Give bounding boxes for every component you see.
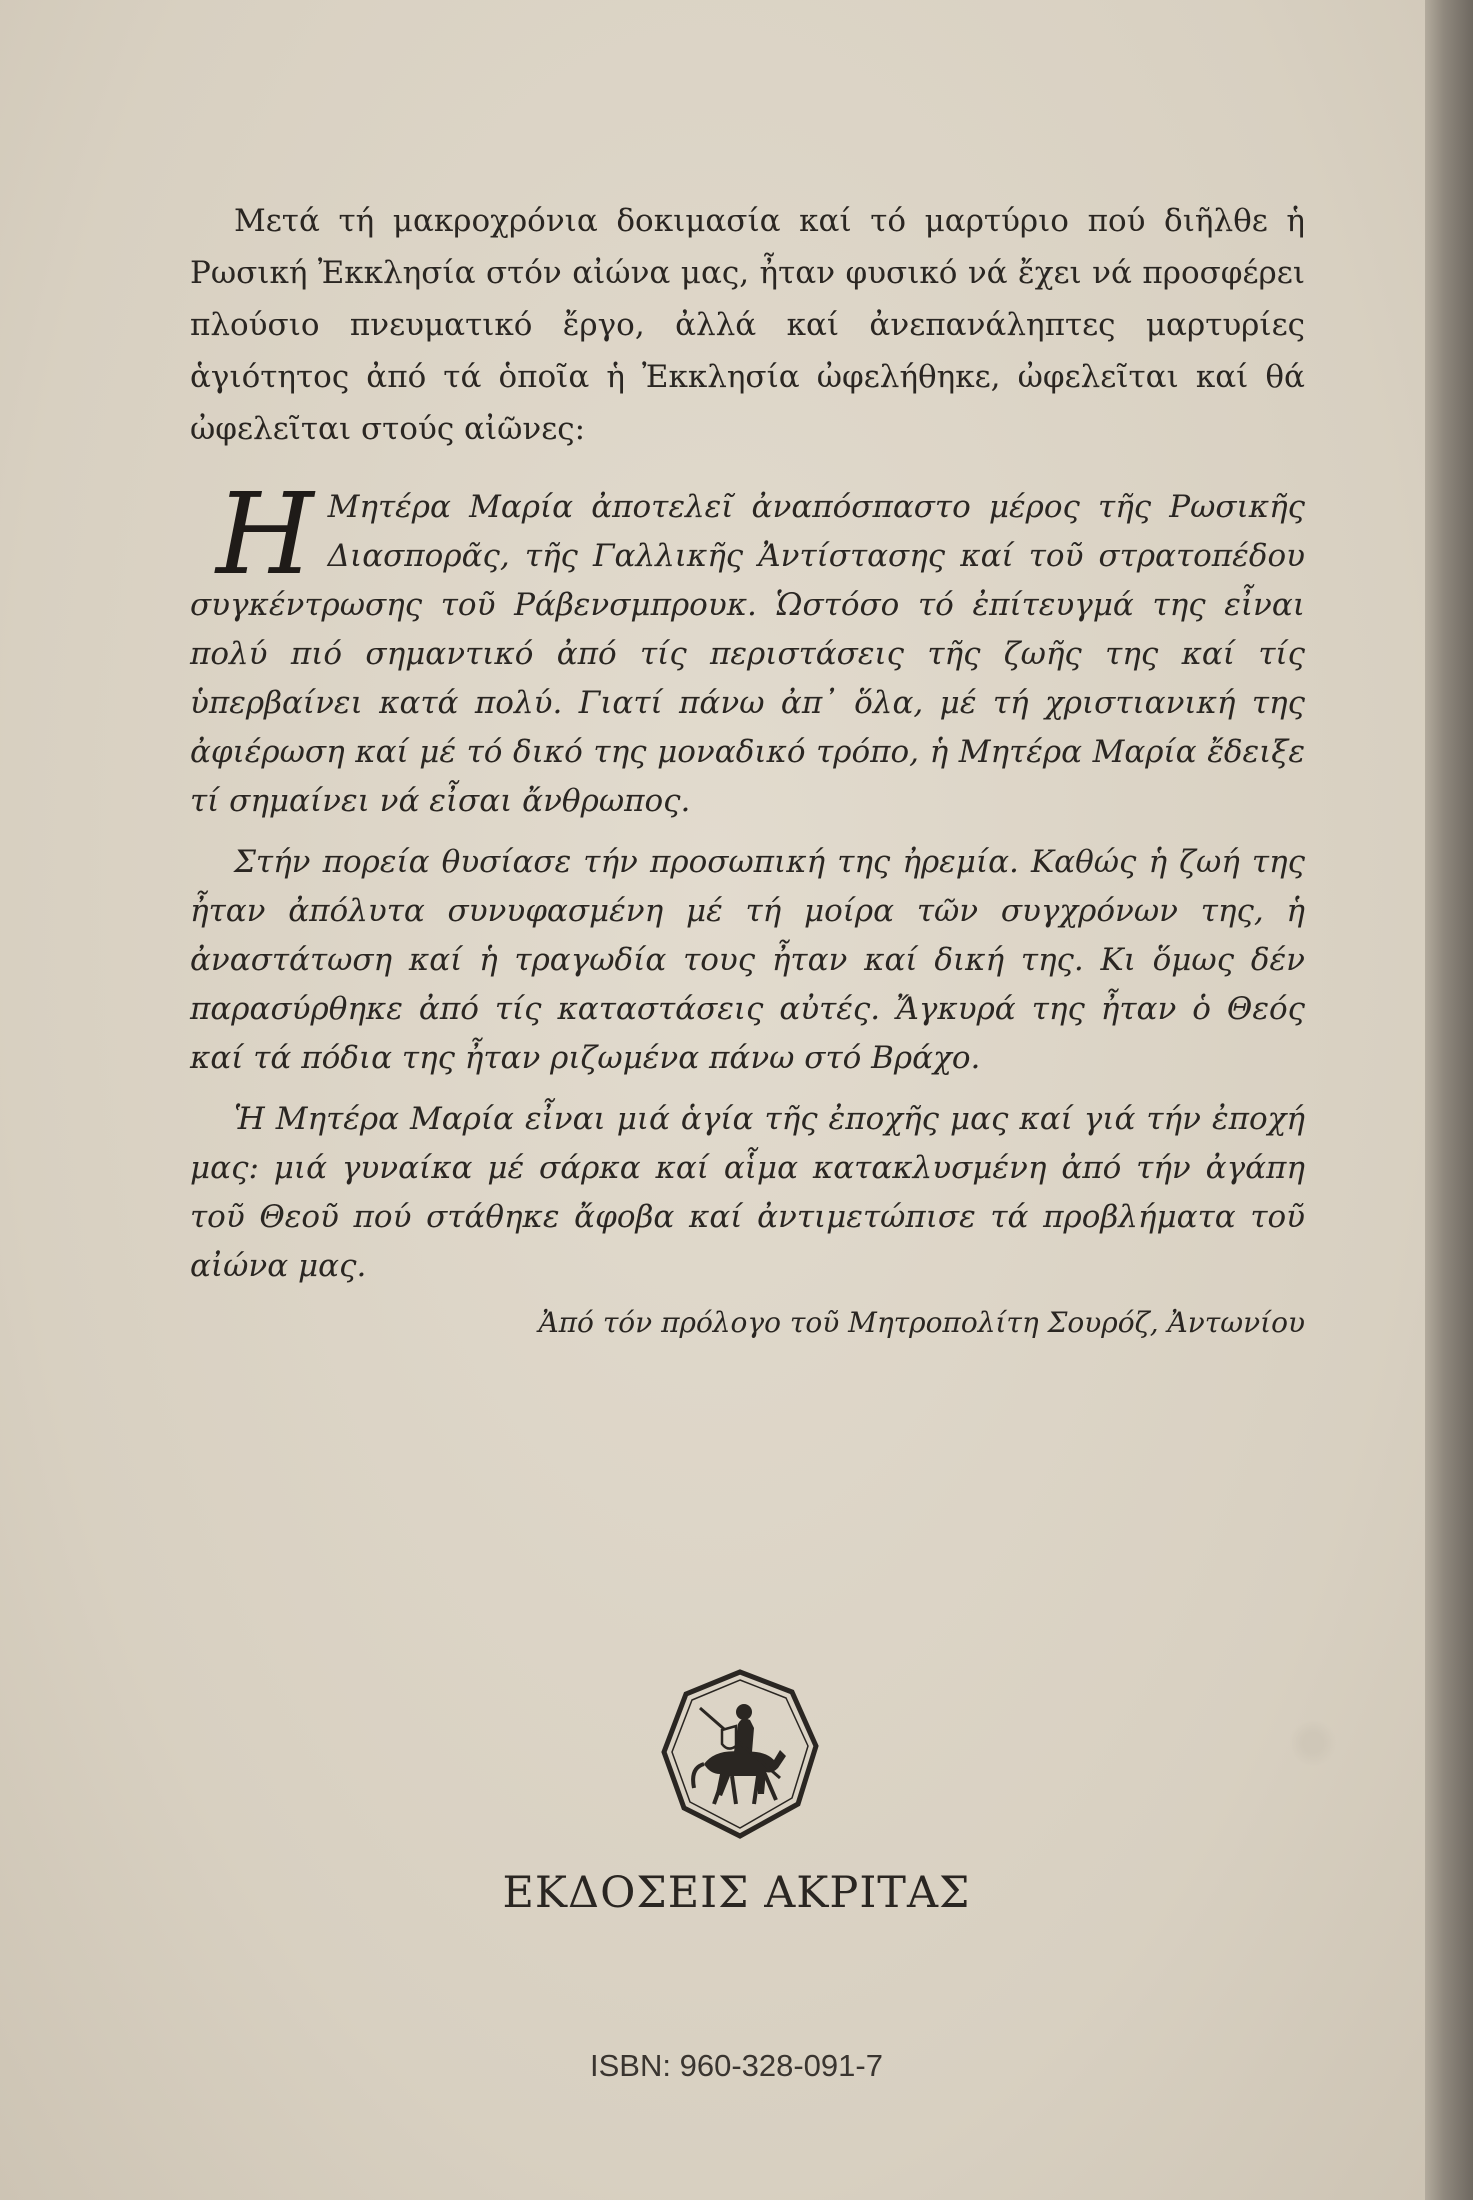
- book-spine-edge: [1425, 0, 1473, 2200]
- quote-paragraph-3: Ἡ Μητέρα Μαρία εἶναι μιά ἁγία τῆς ἐποχῆς μας καί γιά τήν ἐποχή μας: μιά γυναίκα μέ σάρκα καί αἷμα κατακλυσμένη ἀπό τήν ἀγάπη τοῦ Θεοῦ πού στάθηκε ἄφοβα καί ἀντιμετώπισε τά προβλήματα τοῦ αἰώνα μας.: [190, 1101, 1305, 1284]
- paper-smudge: [1288, 1720, 1338, 1766]
- quote-paragraph-1: [190, 470, 1305, 826]
- quote-paragraph-2: Στήν πορεία θυσίασε τήν προσωπική της ἠρεμία. Καθώς ἡ ζωή της ἦταν ἀπόλυτα συνυφασμένη μέ τή μοίρα τῶν συγχρόνων της, ἡ ἀναστάτωση καί ἡ τραγωδία τους ἦταν καί δική της. Κι ὅμως δέν παρασύρθηκε ἀπό τίς καταστάσεις αὐτές. Ἄγκυρά της ἦταν ὁ Θεός καί τά πόδια της ἦταν ριζωμένα πάνω στό Βράχο.: [190, 844, 1305, 1076]
- publisher-name: ΕΚΔΟΣΕΙΣ ΑΚΡΙΤΑΣ: [502, 1868, 971, 1918]
- cover-text-block: [190, 195, 1305, 1343]
- quote-paragraph-1-text: Μητέρα Μαρία ἀποτελεῖ ἀναπόσπαστο μέρος τῆς Ρωσικῆς Διασπορᾶς, τῆς Γαλλικῆς Ἀντίστασης καί τοῦ στρατοπέδου συγκέντρωσης τοῦ Ράβενσμπρουκ. Ὡστόσο τό ἐπίτευγμά της εἶναι πολύ πιό σημαντικό ἀπό τίς περιστάσεις τῆς ζωῆς της καί τίς ὑπερβαίνει κατά πολύ. Γιατί πάνω ἀπ᾿ ὅλα, μέ τή χριστιανική της ἀφιέρωση καί μέ τό δικό της μοναδικό τρόπο, ἡ Μητέρα Μαρία ἔδειξε τί σημαίνει νά εἶσαι ἄνθρωπος.: [190, 489, 1305, 819]
- knight-on-horse-emblem-icon: [660, 1668, 820, 1840]
- quote-attribution: Ἀπό τόν πρόλογο τοῦ Μητροπολίτη Σουρόζ, Ἀντωνίου: [538, 1306, 1305, 1339]
- isbn-number: ISBN: 960-328-091-7: [590, 2048, 883, 2083]
- intro-paragraph: Μετά τή μακροχρόνια δοκιμασία καί τό μαρτύριο πού διῆλθε ἡ Ρωσική Ἐκκλησία στόν αἰώνα μας, ἦταν φυσικό νά ἔχει νά προσφέρει πλούσιο πνευματικό ἔργο, ἀλλά καί ἀνεπανάληπτες μαρτυρίες ἁγιότητος ἀπό τά ὁποῖα ἡ Ἐκκλησία ὠφελήθηκε, ὠφελεῖται καί θά ὠφελεῖται στούς αἰῶνες:: [190, 203, 1305, 447]
- drop-cap-letter: Η: [216, 470, 314, 600]
